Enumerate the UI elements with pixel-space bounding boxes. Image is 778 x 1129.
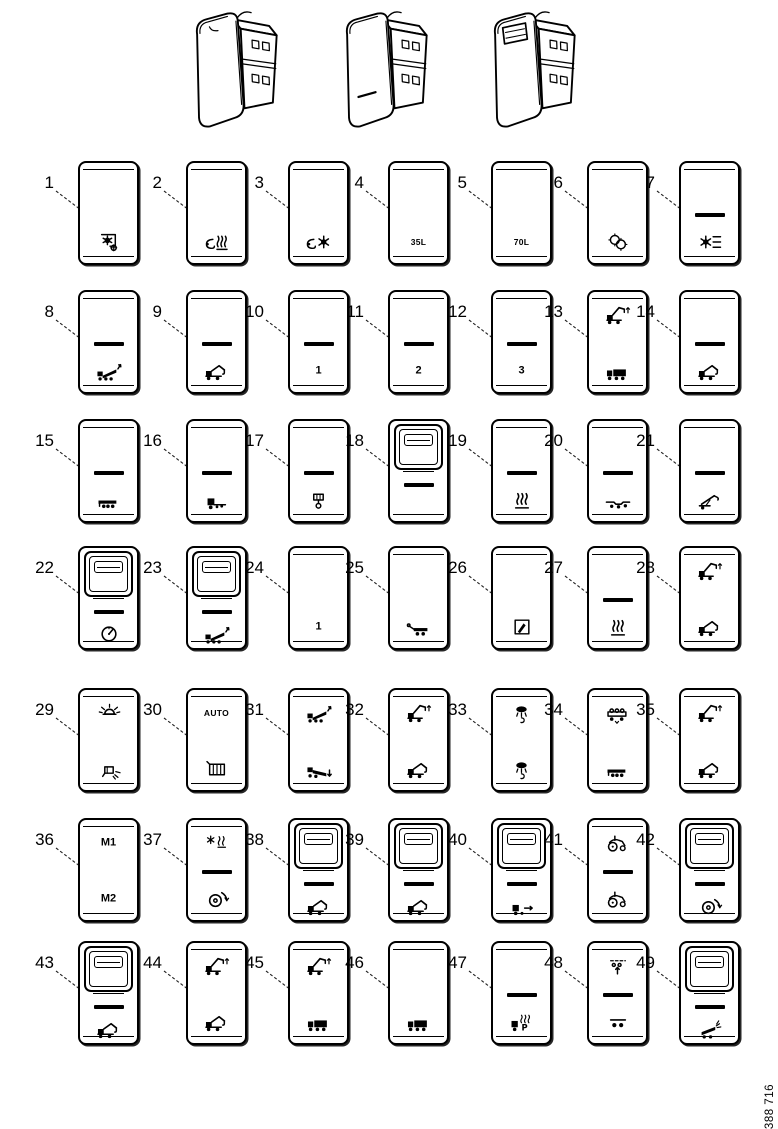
switch-number-20: 20 [544, 431, 563, 450]
truck-cab-icon [203, 490, 231, 511]
switch-indicator-bar [202, 610, 232, 614]
guard-hinge-line [303, 870, 334, 871]
truck-crane-up-icon [203, 956, 231, 977]
rocker-switch-3d-plain [178, 6, 292, 136]
switch-indicator-bar [603, 471, 633, 475]
switch-number-1: 1 [44, 173, 54, 192]
switch-indicator-bar [507, 471, 537, 475]
switch-guard-cover [84, 551, 133, 597]
switch-label: M1 [100, 836, 117, 849]
switch-number-26: 26 [448, 558, 467, 577]
spreader-icon [508, 759, 536, 780]
switch-indicator-bar [304, 342, 334, 346]
switch-indicator-bar [404, 342, 434, 346]
figure-part-number: 388 716 [764, 1084, 776, 1129]
switch-number-3: 3 [254, 173, 264, 192]
truck-crane-icon [696, 361, 724, 382]
switch-number-44: 44 [143, 953, 162, 972]
truck-icon [405, 1012, 433, 1033]
truck-crane-icon [95, 1018, 123, 1039]
switch-35 [679, 688, 740, 792]
switch-indicator-bar [695, 213, 725, 217]
switch-number-38: 38 [245, 830, 264, 849]
truck-crane-up-icon [305, 956, 333, 977]
switch-number-31: 31 [245, 700, 264, 719]
switch-label: 1 [315, 620, 322, 633]
heater-icon [604, 617, 632, 638]
trailer-icon [95, 490, 123, 511]
trailer-icon [604, 759, 632, 780]
guard-hinge-line [694, 993, 725, 994]
switch-label: 70L [513, 236, 530, 247]
twin-fan-icon [604, 232, 632, 253]
switch-number-24: 24 [245, 558, 264, 577]
switch-number-29: 29 [35, 700, 54, 719]
switch-indicator-bar [202, 471, 232, 475]
truck-icon [305, 1012, 333, 1033]
truck-crane-icon [203, 1012, 231, 1033]
gauge-icon [95, 623, 123, 644]
beacon-icon [95, 703, 123, 724]
truck-arrow-icon [508, 895, 536, 916]
switch-number-15: 15 [35, 431, 54, 450]
switch-number-30: 30 [143, 700, 162, 719]
heater-icon [508, 490, 536, 511]
switch-number-21: 21 [636, 431, 655, 450]
tipper-down-icon [305, 759, 333, 780]
truck-icon [604, 361, 632, 382]
switch-number-18: 18 [345, 431, 364, 450]
switch-number-17: 17 [245, 431, 264, 450]
switch-number-34: 34 [544, 700, 563, 719]
switch-label: 2 [415, 364, 422, 377]
switch-guard-cover [84, 946, 133, 992]
switch-indicator-bar [94, 471, 124, 475]
switch-number-35: 35 [636, 700, 655, 719]
drawbar-trailer-icon [405, 617, 433, 638]
fan-grille-icon [696, 232, 724, 253]
switch-number-8: 8 [44, 302, 54, 321]
switch-42 [679, 818, 740, 922]
switch-number-39: 39 [345, 830, 364, 849]
guard-hinge-line [403, 870, 434, 871]
switch-28 [679, 546, 740, 650]
switch-number-13: 13 [544, 302, 563, 321]
guard-hinge-line [506, 870, 537, 871]
switch-number-4: 4 [354, 173, 364, 192]
switch-number-40: 40 [448, 830, 467, 849]
switch-number-41: 41 [544, 830, 563, 849]
spread-tip-icon [696, 1018, 724, 1039]
axle-wheels-icon [604, 1012, 632, 1033]
switch-21 [679, 419, 740, 523]
switch-indicator-bar [603, 870, 633, 874]
guard-hinge-line [93, 598, 124, 599]
switch-number-46: 46 [345, 953, 364, 972]
switch-number-23: 23 [143, 558, 162, 577]
nozzle-box-icon [508, 617, 536, 638]
tipper-up-icon [95, 361, 123, 382]
svg-text:P: P [520, 1022, 528, 1033]
snow-heat-icon [203, 833, 231, 854]
switch-number-10: 10 [245, 302, 264, 321]
switch-label: AUTO [203, 707, 230, 718]
switch-indicator-bar [94, 610, 124, 614]
switch-number-25: 25 [345, 558, 364, 577]
switch-number-33: 33 [448, 700, 467, 719]
switch-guard-cover [685, 946, 734, 992]
truck-crane-up-icon [696, 561, 724, 582]
switch-indicator-bar [404, 882, 434, 886]
switch-number-48: 48 [544, 953, 563, 972]
tipper-up-icon [203, 623, 231, 644]
switch-number-14: 14 [636, 302, 655, 321]
switch-label: 35L [410, 236, 427, 247]
switch-number-2: 2 [152, 173, 162, 192]
hitch-heater-icon [203, 232, 231, 253]
switch-number-11: 11 [346, 302, 364, 321]
guard-hinge-line [201, 598, 232, 599]
switch-indicator-bar [304, 471, 334, 475]
switch-number-32: 32 [345, 700, 364, 719]
truck-crane-icon [696, 759, 724, 780]
switch-indicator-bar [304, 882, 334, 886]
switch-indicator-bar [202, 870, 232, 874]
truck-crane-icon [405, 759, 433, 780]
tipper-up-icon [305, 703, 333, 724]
switch-indicator-bar [695, 882, 725, 886]
switch-number-43: 43 [35, 953, 54, 972]
guard-hinge-line [403, 471, 434, 472]
switch-label: M2 [100, 892, 117, 905]
truck-crane-icon [405, 895, 433, 916]
switch-49 [679, 941, 740, 1045]
switch-number-19: 19 [448, 431, 467, 450]
guard-hinge-line [93, 993, 124, 994]
tractor-icon [604, 889, 632, 910]
switch-number-28: 28 [636, 558, 655, 577]
truck-crane-up-icon [696, 703, 724, 724]
switch-indicator-bar [695, 471, 725, 475]
switch-number-9: 9 [152, 302, 162, 321]
switch-indicator-bar [202, 342, 232, 346]
switch-guard-cover [685, 823, 734, 869]
switch-number-47: 47 [448, 953, 467, 972]
fan-arrow-icon [203, 889, 231, 910]
switch-indicator-bar [695, 1005, 725, 1009]
switch-number-12: 12 [448, 302, 467, 321]
switch-label: 1 [315, 364, 322, 377]
fan-arrow-icon [696, 895, 724, 916]
switch-indicator-bar [603, 598, 633, 602]
crane-arm-icon [696, 490, 724, 511]
truck-crane-up-icon [405, 703, 433, 724]
switch-number-5: 5 [457, 173, 467, 192]
switch-number-6: 6 [553, 173, 563, 192]
truck-p-icon [508, 1012, 536, 1033]
switch-number-36: 36 [35, 830, 54, 849]
rocker-switch-3d-indicator-line [328, 6, 442, 136]
switch-number-37: 37 [143, 830, 162, 849]
low-trailer-icon [604, 490, 632, 511]
switch-label: 3 [518, 364, 525, 377]
switch-number-22: 22 [35, 558, 54, 577]
switch-number-49: 49 [636, 953, 655, 972]
switch-7 [679, 161, 740, 265]
switch-indicator-bar [507, 342, 537, 346]
switch-number-7: 7 [645, 173, 655, 192]
switch-indicator-bar [507, 882, 537, 886]
rocker-switch-3d-window [476, 6, 590, 136]
switch-number-27: 27 [544, 558, 563, 577]
switch-indicator-bar [404, 483, 434, 487]
auto-shutter-icon [203, 759, 231, 780]
switch-indicator-bar [695, 342, 725, 346]
truck-crane-icon [203, 361, 231, 382]
worklight-icon [95, 759, 123, 780]
axle-lift-icon [305, 490, 333, 511]
switch-indicator-bar [94, 342, 124, 346]
switch-number-42: 42 [636, 830, 655, 849]
switch-number-16: 16 [143, 431, 162, 450]
hitch-fan-icon [305, 232, 333, 253]
switch-indicator-bar [507, 993, 537, 997]
fan-frame-icon [95, 232, 123, 253]
switch-number-45: 45 [245, 953, 264, 972]
truck-crane-icon [696, 617, 724, 638]
switch-14 [679, 290, 740, 394]
switch-indicator-bar [94, 1005, 124, 1009]
truck-crane-icon [305, 895, 333, 916]
guard-hinge-line [694, 870, 725, 871]
switch-indicator-bar [603, 993, 633, 997]
